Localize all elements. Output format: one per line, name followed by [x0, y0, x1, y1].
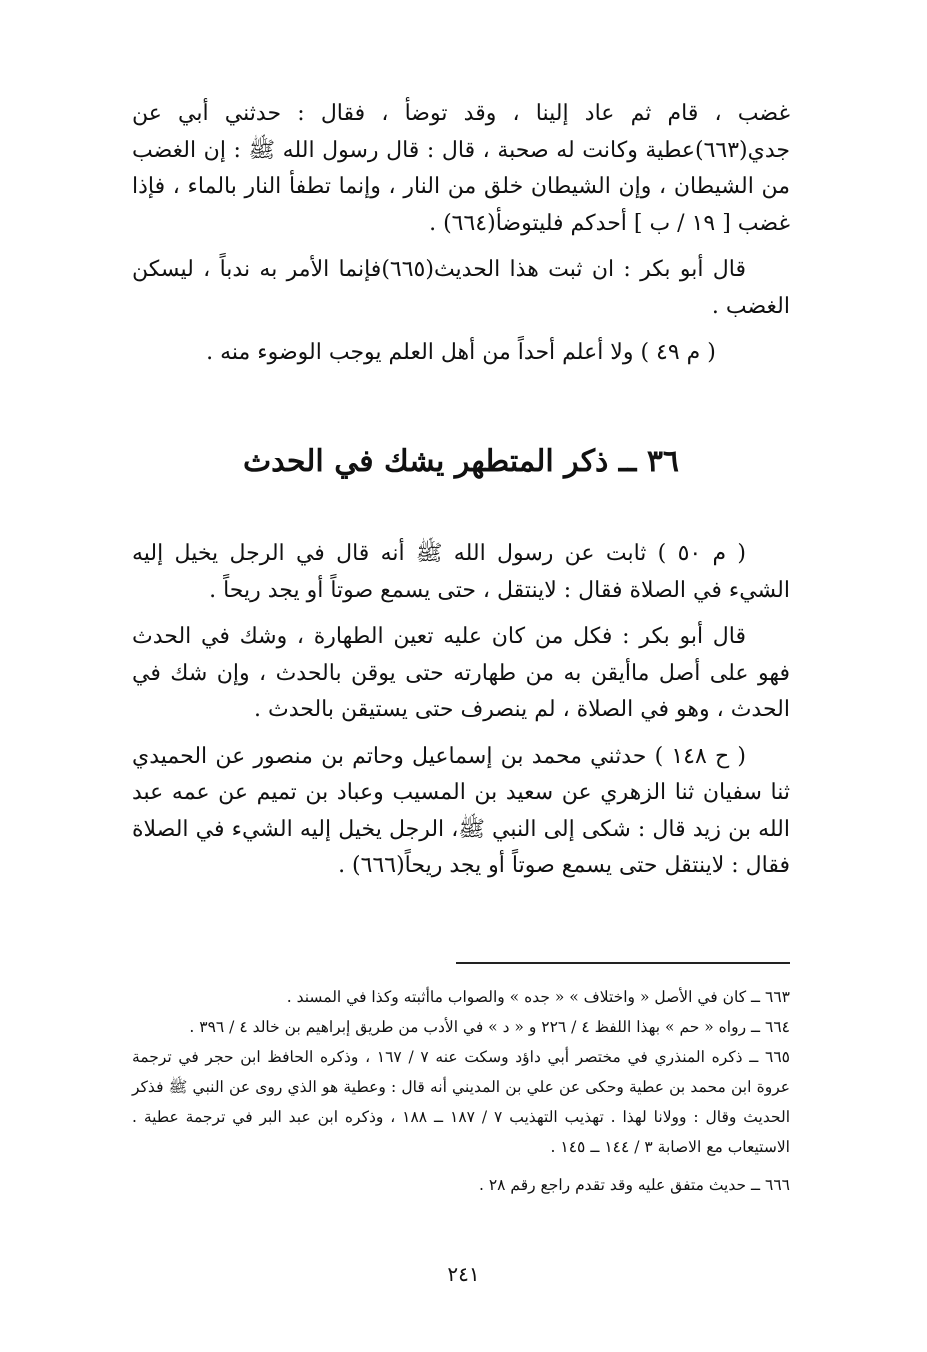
paragraph-top-3: ( م ٤٩ ) ولا أعلم أحداً من أهل العلم يوجب الوضوء منه .	[206, 340, 716, 365]
chapter-heading: ٣٦ ــ ذكر المتطهر يشك في الحدث	[242, 444, 680, 479]
footnote-664: ٦٦٤ ــ رواه « حم » بهذا اللفظ ٤ / ٢٢٦ و « د » في الأدب من طريق إبراهيم بن خالد ٤ / ٣٩٦ .	[189, 1018, 790, 1036]
paragraph-main-3: ( ح ١٤٨ ) حدثني محمد بن إسماعيل وحاتم بن منصور عن الحميدي ثنا سفيان ثنا الزهري عن سعيد بن المسيب وعباد بن تميم عن عمه عبد الله بن زيد قال : شكى إلى النبي ﷺ، الرجل يخيل إليه الشيء في الصلاة فقال : لاينتقل حتى يسمع صوتاً أو يجد ريحاً(٦٦٦) .	[132, 743, 790, 878]
main-section	[132, 536, 790, 895]
top-section	[132, 96, 790, 382]
page-number: ٢٤١	[447, 1262, 480, 1286]
footnotes	[132, 982, 790, 1200]
paragraph-main-2: قال أبو بكر : فكل من كان عليه تعين الطهارة ، وشك في الحدث فهو على أصل ماأيقن به من طهارته حتى يوقن بالحدث ، وإن شك في الحدث ، وهو في الصلاة ، لم ينصرف حتى يستيقن بالحدث .	[132, 624, 790, 722]
footnote-665: ٦٦٥ ــ ذكره المنذري في مختصر أبي داؤد وسكت عنه ٧ / ١٦٧ ، وذكره الحافظ ابن حجر في ترجمة عروة ابن محمد بن عطية وحكى عن علي بن المديني أنه قال : وعطية هو الذي روى عن النبي ﷺ فذكر الحديث وقال : وولانا لهذا . تهذيب التهذيب ٧ / ١٨٧ ــ ١٨٨ ، وذكره ابن عبد البر في ترجمة عطية . الاستيعاب مع الاصابة ٣ / ١٤٤ ــ ١٤٥ .	[132, 1048, 791, 1156]
footnote-663: ٦٦٣ ــ كان في الأصل « واختلاف » « جده » والصواب ماأثبته وكذا في المسند .	[286, 988, 790, 1006]
paragraph-top-1: غضب ، قام ثم عاد إلينا ، وقد توضأ ، فقال : حدثني أبي عن جدي(٦٦٣)عطية وكانت له صحبة ، قال : قال رسول الله ﷺ : إن الغضب من الشيطان ، وإن الشيطان خلق من النار ، وإنما تطفأ النار بالماء ، فإذا غضب [ ١٩ / ب ] أحدكم فليتوضأ(٦٦٤) .	[132, 101, 790, 236]
paragraph-top-2: قال أبو بكر : ان ثبت هذا الحديث(٦٦٥)فإنما الأمر به ندباً ، ليسكن الغضب .	[132, 257, 790, 319]
footnote-666: ٦٦٦ ــ حديث متفق عليه وقد تقدم راجع رقم ٢٨ .	[478, 1176, 790, 1194]
paragraph-main-1: ( م ٥٠ ) ثابت عن رسول الله ﷺ أنه قال في الرجل يخيل إليه الشيء في الصلاة فقال : لاينتقل ، حتى يسمع صوتاً أو يجد ريحاً .	[132, 541, 790, 603]
footnote-divider	[456, 962, 790, 964]
